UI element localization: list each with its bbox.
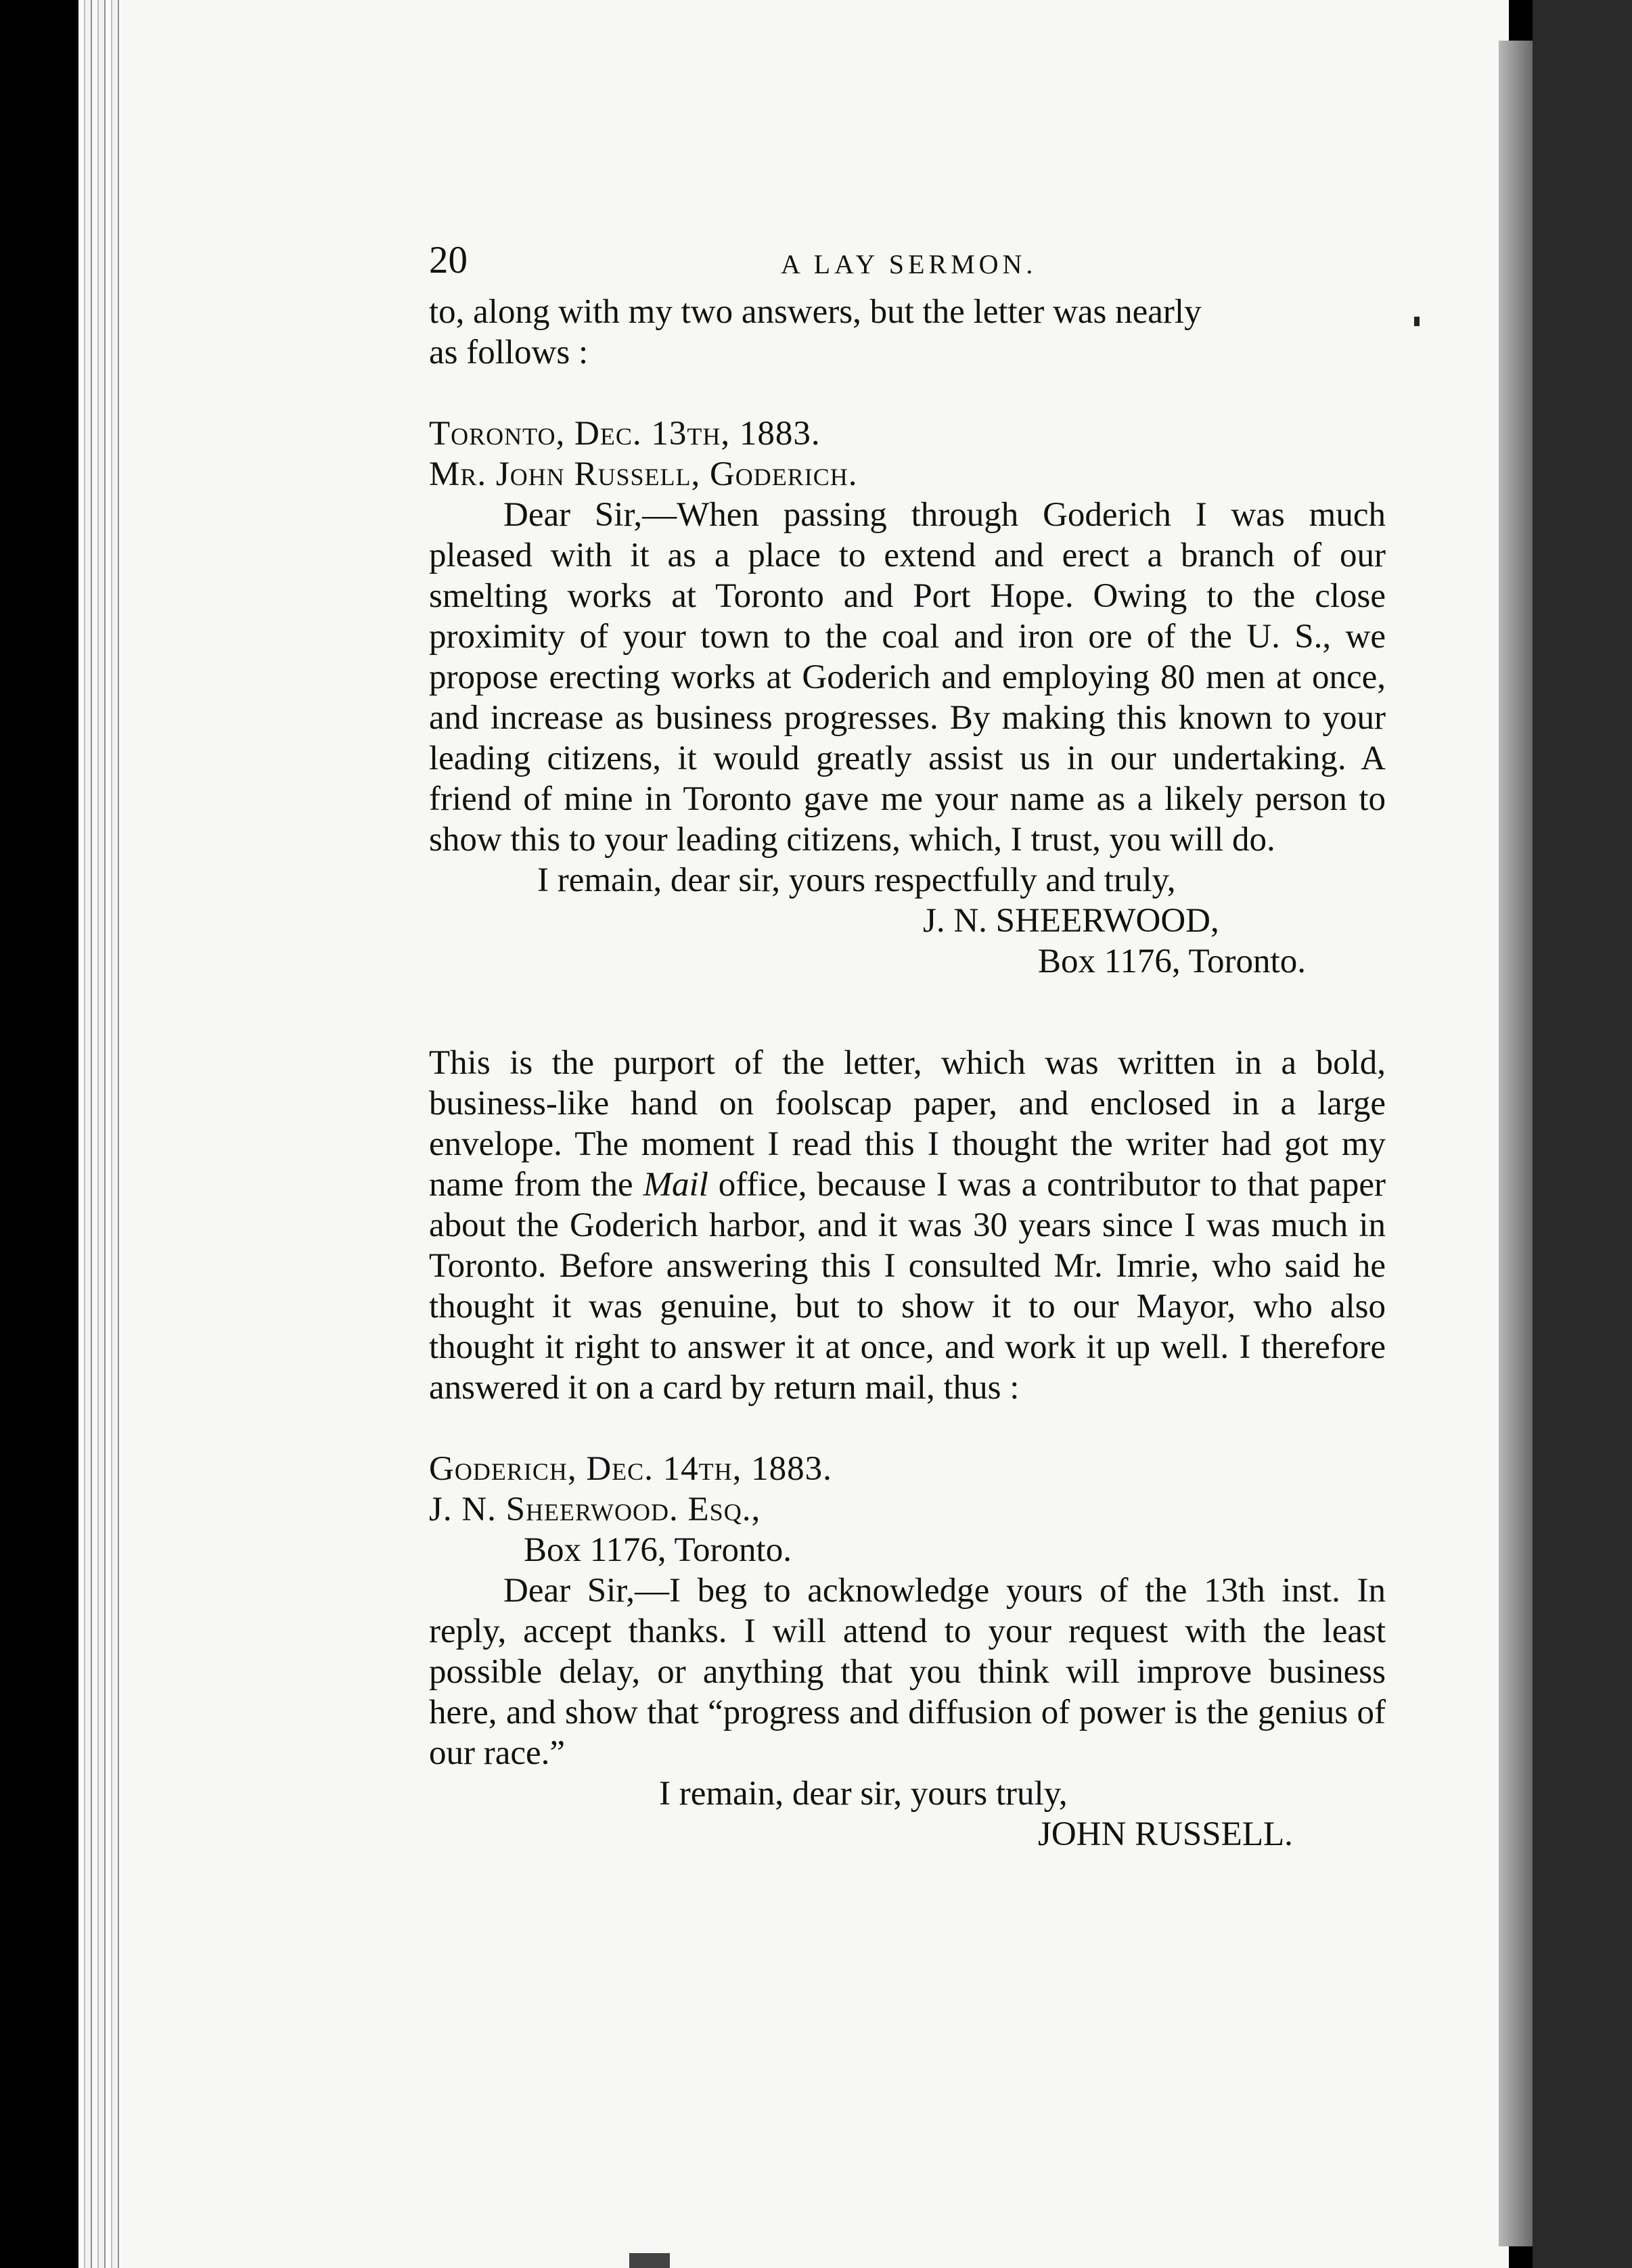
letter1-body: Dear Sir,—When passing through Goderich I was much pleased with it as a place to extend and erect a branch of our smelting works at Toronto and Port Hope. Owing to the close proximity of your town to the coal and iron ore of the U. S., we propose erecting works at Goderich and employing 80 men at once, and increase as business progresses. By making this known to your leading citizens, it would greatly assist us in our undertaking. A friend of mine in Toronto gave me your name as a likely person to show this to your leading citizens, which, I trust, you will do. (429, 496, 1386, 859)
page-header (429, 240, 1386, 286)
scan-artifact (629, 2253, 670, 2268)
narrative-paragraph (429, 1043, 1386, 1408)
letter1-dateline: Toronto, Dec. 13th, 1883. (429, 415, 821, 453)
letter1-closing: I remain, dear sir, yours respectfully and truly, (537, 861, 1176, 899)
letter2-address: J. N. Sheerwood. Esq., (429, 1491, 761, 1528)
ink-speck (1414, 317, 1420, 326)
narrative-part-2: office, because I was a contributor to that paper about the Goderich harbor, and it was 30 years since I was much in Toronto. Before answering this I consulted Mr. Imrie, who said he thought it was genuine, but to show it to our Mayor, who also thought it right to answer it at once, and work it up well. I therefore answered it on a card by return mail, thus : (429, 1166, 1386, 1407)
letter2-box: Box 1176, Toronto. (524, 1531, 792, 1569)
page-text (429, 240, 1386, 1855)
letter2-signature: JOHN RUSSELL. (1038, 1815, 1293, 1853)
letter1-address: Mr. John Russell, Goderich. (429, 455, 858, 493)
page-number: 20 (429, 239, 468, 281)
letter1-box: Box 1176, Toronto. (1038, 943, 1306, 980)
scan-margin (1533, 0, 1632, 2268)
running-title: A LAY SERMON. (781, 249, 1037, 279)
spacer (429, 982, 1386, 1043)
spacer (429, 1408, 1386, 1449)
intro-line-1: to, along with my two answers, but the letter was nearly (429, 293, 1202, 331)
spacer (429, 373, 1386, 413)
letter1-signature: J. N. SHEERWOOD, (923, 902, 1219, 940)
page-gutter-shadow (1499, 41, 1533, 2246)
mail-newspaper-name: Mail (643, 1166, 708, 1204)
letter2-dateline: Goderich, Dec. 14th, 1883. (429, 1450, 832, 1488)
letter2-closing: I remain, dear sir, yours truly, (659, 1775, 1068, 1813)
narrative-part-1: This is the purport of the letter, which was written in a bold, business-like hand on foolscap paper, and enclosed in a large envelope. The moment I read this I thought the writer had got my name from the (429, 1044, 1386, 1204)
letter2-body: Dear Sir,—I beg to acknowledge yours of the 13th inst. In reply, accept thanks. I will attend to your request with the least possible delay, or anything that you think will improve business here, and show that “progress and diffusion of power is the genius of our race.” (429, 1572, 1386, 1772)
intro-line-2: as follows : (429, 334, 589, 371)
